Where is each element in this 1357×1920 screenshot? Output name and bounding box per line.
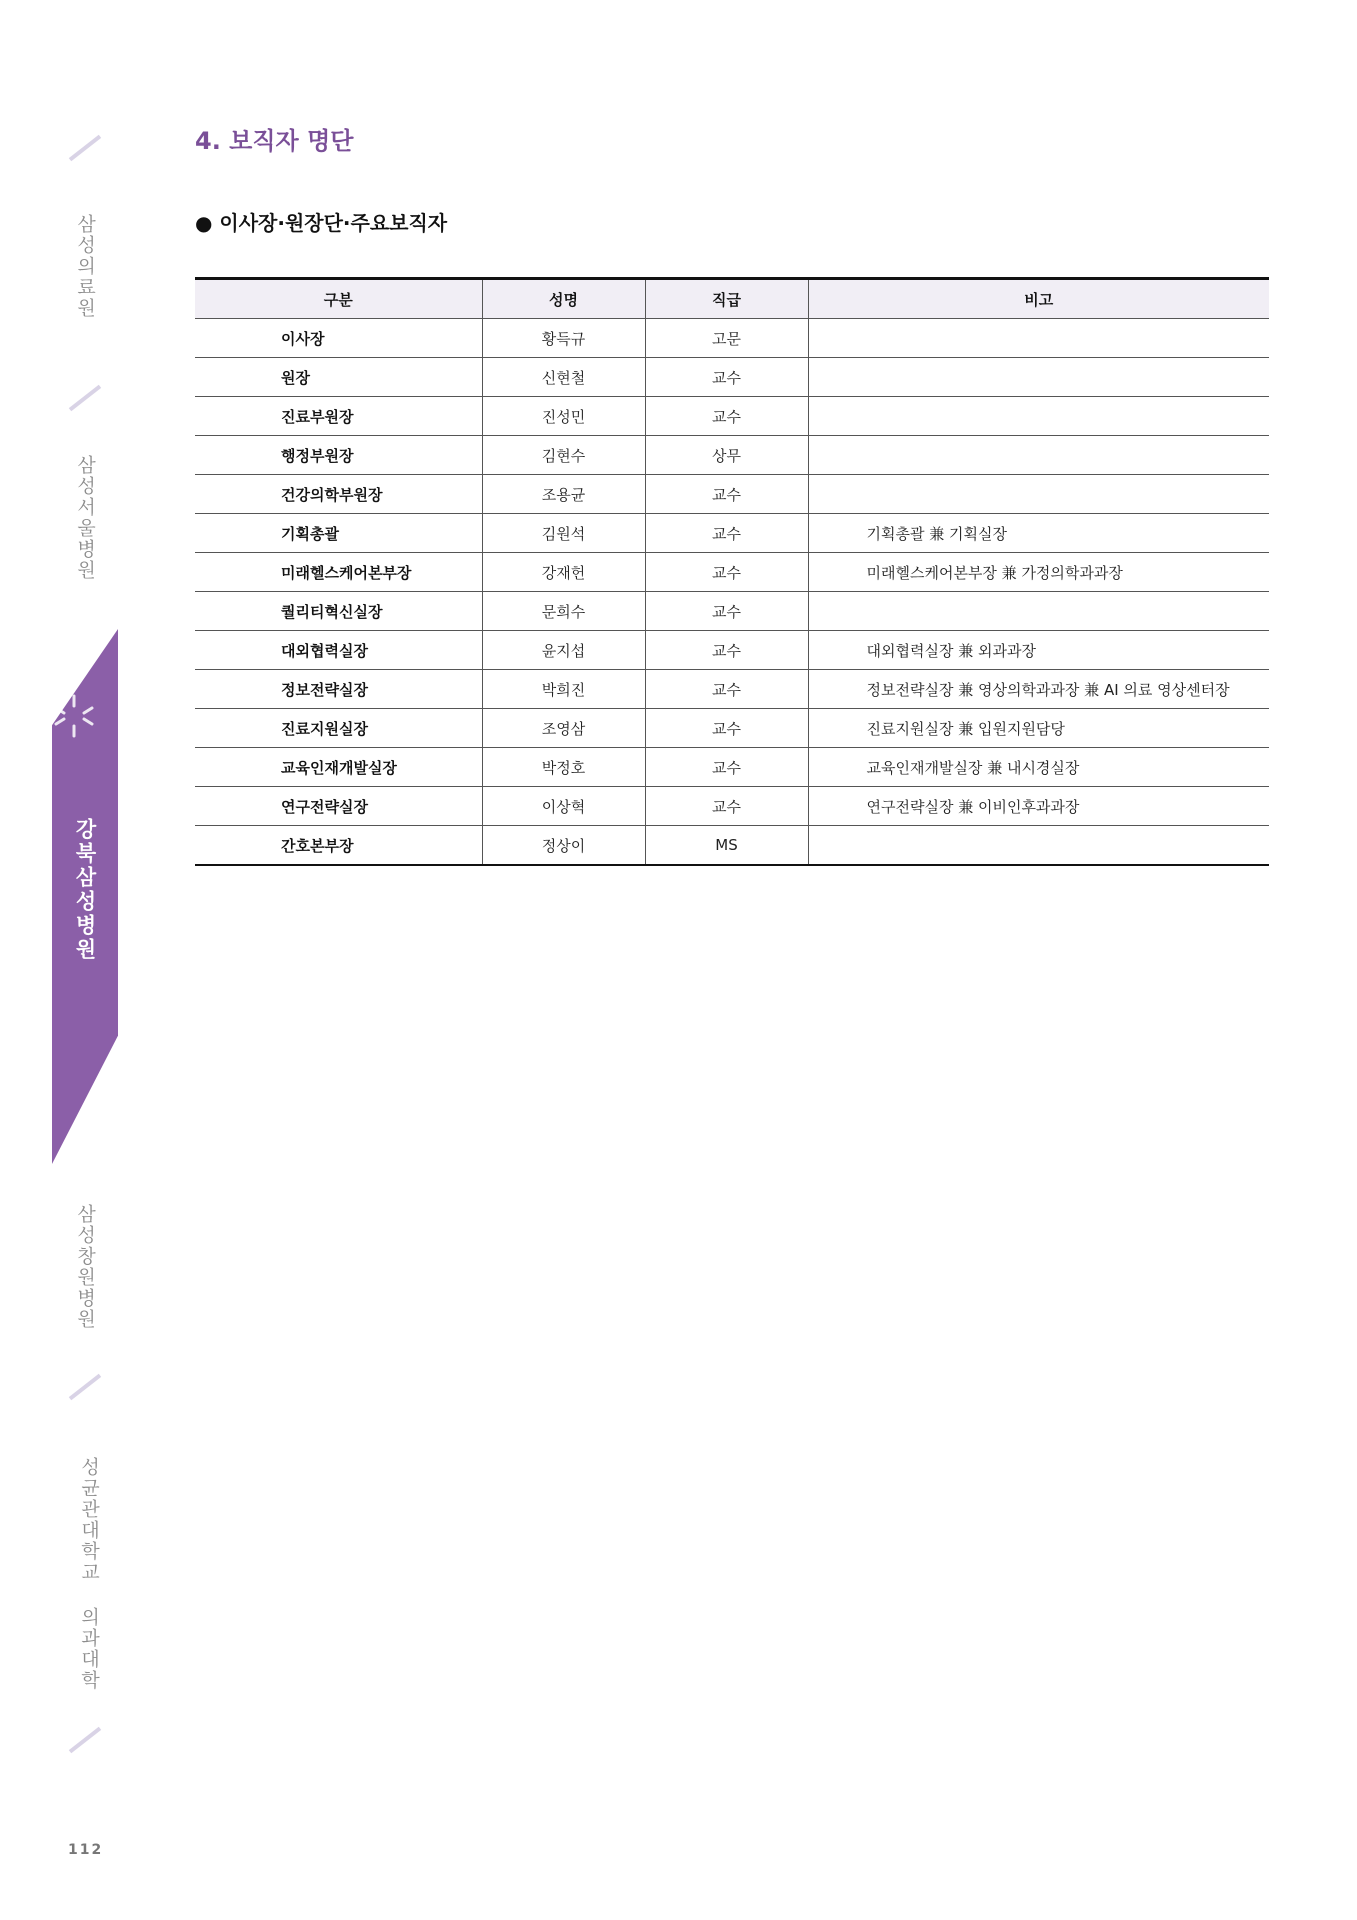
cell-rank: 교수 <box>645 748 808 787</box>
section-title: 4. 보직자 명단 <box>195 127 354 155</box>
staff-table <box>195 277 1269 866</box>
table-row <box>195 319 1269 358</box>
table-row <box>195 631 1269 670</box>
sidebar-item-samsung-medical-center[interactable]: 삼성의료원 <box>74 214 96 319</box>
sidebar-item-label-active[interactable]: 강북삼성병원 <box>73 818 97 962</box>
sparkle-icon <box>50 692 98 740</box>
table-row <box>195 358 1269 397</box>
cell-note: 기획총괄 兼 기획실장 <box>808 514 1269 553</box>
sidebar-item-samsung-changwon-hospital[interactable]: 삼성창원병원 <box>74 1204 96 1330</box>
cell-name: 강재헌 <box>482 553 645 592</box>
cell-note <box>808 436 1269 475</box>
page-number: 112 <box>68 1842 104 1858</box>
cell-role: 퀄리티혁신실장 <box>195 592 482 631</box>
cell-role: 행정부원장 <box>195 436 482 475</box>
cell-note: 진료지원실장 兼 입원지원담당 <box>808 709 1269 748</box>
cell-name: 김현수 <box>482 436 645 475</box>
cell-note <box>808 358 1269 397</box>
cell-rank: 교수 <box>645 475 808 514</box>
sidebar-item-skku-medicine[interactable]: 성균관대학교 의과대학 <box>78 1457 100 1691</box>
table-row <box>195 787 1269 826</box>
cell-role: 진료지원실장 <box>195 709 482 748</box>
cell-role: 미래헬스케어본부장 <box>195 553 482 592</box>
cell-name: 신현철 <box>482 358 645 397</box>
cell-rank: 교수 <box>645 787 808 826</box>
cell-note: 연구전략실장 兼 이비인후과과장 <box>808 787 1269 826</box>
cell-note: 미래헬스케어본부장 兼 가정의학과과장 <box>808 553 1269 592</box>
header-category: 구분 <box>195 279 482 319</box>
divider-slash <box>69 1727 101 1754</box>
cell-note <box>808 475 1269 514</box>
cell-name: 정상이 <box>482 826 645 866</box>
table-row <box>195 475 1269 514</box>
header-rank: 직급 <box>645 279 808 319</box>
divider-slash <box>69 385 101 412</box>
cell-name: 윤지섭 <box>482 631 645 670</box>
table-row <box>195 709 1269 748</box>
cell-rank: 교수 <box>645 670 808 709</box>
cell-rank: 고문 <box>645 319 808 358</box>
cell-role: 진료부원장 <box>195 397 482 436</box>
cell-name: 박정호 <box>482 748 645 787</box>
cell-name: 문희수 <box>482 592 645 631</box>
table-row <box>195 592 1269 631</box>
cell-role: 간호본부장 <box>195 826 482 866</box>
cell-rank: MS <box>645 826 808 866</box>
cell-role: 기획총괄 <box>195 514 482 553</box>
cell-role: 대외협력실장 <box>195 631 482 670</box>
cell-name: 진성민 <box>482 397 645 436</box>
cell-role: 교육인재개발실장 <box>195 748 482 787</box>
table-row <box>195 670 1269 709</box>
cell-rank: 교수 <box>645 592 808 631</box>
cell-note: 정보전략실장 兼 영상의학과과장 兼 AI 의료 영상센터장 <box>808 670 1269 709</box>
cell-role: 연구전략실장 <box>195 787 482 826</box>
divider-slash <box>69 135 101 162</box>
cell-rank: 교수 <box>645 631 808 670</box>
cell-name: 박희진 <box>482 670 645 709</box>
table-header-row <box>195 279 1269 319</box>
subsection-title: ● 이사장·원장단·주요보직자 <box>195 211 448 235</box>
divider-slash <box>69 1374 101 1401</box>
cell-note: 교육인재개발실장 兼 내시경실장 <box>808 748 1269 787</box>
header-name: 성명 <box>482 279 645 319</box>
cell-rank: 교수 <box>645 358 808 397</box>
cell-rank: 교수 <box>645 397 808 436</box>
cell-role: 정보전략실장 <box>195 670 482 709</box>
cell-role: 이사장 <box>195 319 482 358</box>
cell-note <box>808 592 1269 631</box>
table-row <box>195 514 1269 553</box>
table-row <box>195 397 1269 436</box>
cell-note: 대외협력실장 兼 외과과장 <box>808 631 1269 670</box>
cell-rank: 교수 <box>645 709 808 748</box>
header-note: 비고 <box>808 279 1269 319</box>
cell-name: 조용균 <box>482 475 645 514</box>
cell-role: 원장 <box>195 358 482 397</box>
cell-note <box>808 319 1269 358</box>
table-row <box>195 826 1269 866</box>
cell-name: 이상혁 <box>482 787 645 826</box>
cell-note <box>808 397 1269 436</box>
table-row <box>195 748 1269 787</box>
cell-rank: 교수 <box>645 514 808 553</box>
cell-rank: 상무 <box>645 436 808 475</box>
cell-rank: 교수 <box>645 553 808 592</box>
table-row <box>195 436 1269 475</box>
cell-name: 조영삼 <box>482 709 645 748</box>
cell-name: 황득규 <box>482 319 645 358</box>
cell-note <box>808 826 1269 866</box>
table-row <box>195 553 1269 592</box>
sidebar-item-samsung-seoul-hospital[interactable]: 삼성서울병원 <box>74 455 96 581</box>
cell-name: 김원석 <box>482 514 645 553</box>
cell-role: 건강의학부원장 <box>195 475 482 514</box>
